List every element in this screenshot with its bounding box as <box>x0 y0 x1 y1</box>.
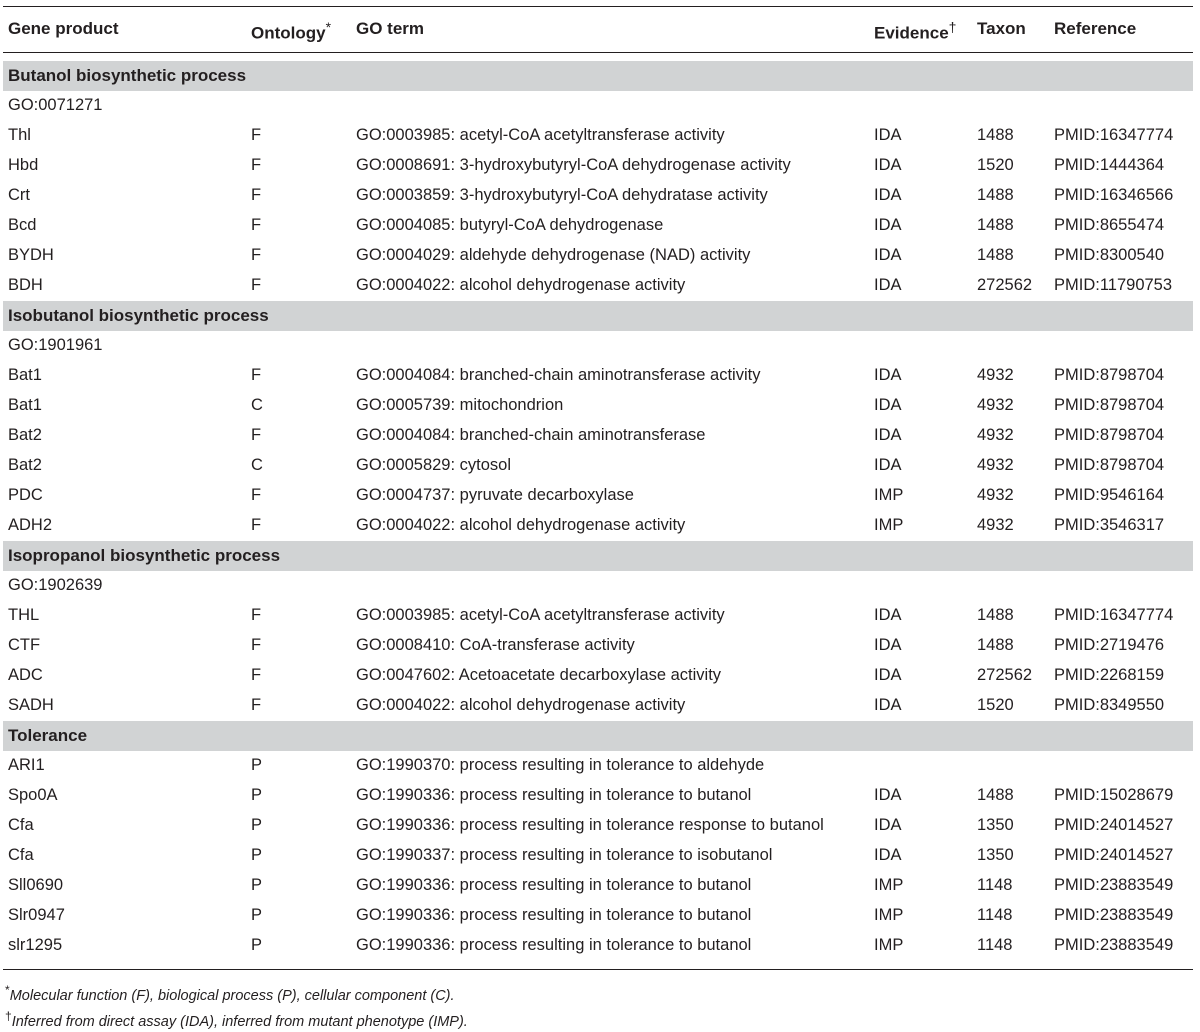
cell-evidence: IMP <box>874 936 904 954</box>
cell-evidence: IDA <box>874 366 902 384</box>
table-row <box>3 871 1193 901</box>
cell-ontology: F <box>251 186 262 204</box>
cell-taxon: 1350 <box>977 816 1014 834</box>
cell-go-term: GO:0004022: alcohol dehydrogenase activity <box>356 276 686 294</box>
header-ontology-mark: * <box>325 19 332 35</box>
table-row <box>3 601 1193 631</box>
cell-go-term: GO:1990336: process resulting in tolerance to butanol <box>356 876 752 894</box>
cell-gene-product: PDC <box>8 486 43 504</box>
cell-ontology: C <box>251 456 263 474</box>
cell-evidence: IMP <box>874 516 904 534</box>
cell-evidence: IDA <box>874 696 902 714</box>
cell-go-term: GO:0008691: 3-hydroxybutyryl-CoA dehydrogenase activity <box>356 156 791 174</box>
cell-evidence: IDA <box>874 606 902 624</box>
table-row <box>3 121 1193 151</box>
cell-taxon: 1148 <box>977 906 1013 924</box>
table-row <box>3 841 1193 871</box>
footnote-1-mark: * <box>5 983 10 997</box>
cell-ontology: P <box>251 876 263 894</box>
cell-reference: PMID:2268159 <box>1054 666 1165 684</box>
footnote-1 <box>5 980 468 1006</box>
table-body <box>3 61 1193 961</box>
table-row <box>3 901 1193 931</box>
cell-ontology: F <box>251 606 262 624</box>
cell-ontology: P <box>251 846 263 864</box>
header-rule <box>3 52 1193 53</box>
cell-go-term: GO:0004737: pyruvate decarboxylase <box>356 486 634 504</box>
cell-go-term: GO:0003859: 3-hydroxybutyryl-CoA dehydratase activity <box>356 186 768 204</box>
cell-gene-product: BDH <box>8 276 43 294</box>
cell-reference: PMID:11790753 <box>1054 276 1173 294</box>
cell-reference: PMID:16347774 <box>1054 606 1174 624</box>
cell-taxon: 4932 <box>977 426 1014 444</box>
cell-ontology: P <box>251 906 263 924</box>
section-heading <box>3 721 1193 751</box>
cell-evidence: IMP <box>874 486 904 504</box>
section-heading <box>3 301 1193 331</box>
cell-evidence: IDA <box>874 246 902 264</box>
cell-reference: PMID:24014527 <box>1054 816 1174 834</box>
cell-go-term: GO:0004029: aldehyde dehydrogenase (NAD) activity <box>356 246 751 264</box>
table-row <box>3 781 1193 811</box>
cell-go-term: GO:1990336: process resulting in tolerance to butanol <box>356 786 752 804</box>
cell-ontology: F <box>251 246 262 264</box>
cell-taxon: 4932 <box>977 516 1014 534</box>
cell-evidence: IMP <box>874 876 904 894</box>
cell-taxon: 1488 <box>977 786 1014 804</box>
cell-gene-product: Bat2 <box>8 456 42 474</box>
cell-evidence: IDA <box>874 636 902 654</box>
cell-gene-product: CTF <box>8 636 41 654</box>
cell-go-term: GO:1990336: process resulting in tolerance to butanol <box>356 936 752 954</box>
cell-reference: PMID:24014527 <box>1054 846 1174 864</box>
header-evidence <box>874 19 956 44</box>
cell-reference: PMID:8798704 <box>1054 366 1165 384</box>
cell-go-term: GO:1990336: process resulting in tolerance to butanol <box>356 906 752 924</box>
section-go-id: GO:1902639 <box>8 576 103 594</box>
cell-reference: PMID:8798704 <box>1054 426 1165 444</box>
cell-reference: PMID:16346566 <box>1054 186 1174 204</box>
cell-evidence: IDA <box>874 426 902 444</box>
cell-gene-product: ADH2 <box>8 516 53 534</box>
cell-taxon: 1148 <box>977 936 1013 954</box>
table-row <box>3 151 1193 181</box>
table-row <box>3 631 1193 661</box>
cell-ontology: F <box>251 486 262 504</box>
cell-evidence: IDA <box>874 816 902 834</box>
cell-gene-product: Thl <box>8 126 31 144</box>
cell-ontology: F <box>251 666 262 684</box>
cell-go-term: GO:0008410: CoA-transferase activity <box>356 636 635 654</box>
section-go-id: GO:1901961 <box>8 336 103 354</box>
header-reference: Reference <box>1054 19 1137 38</box>
cell-reference: PMID:9546164 <box>1054 486 1165 504</box>
header-taxon: Taxon <box>977 19 1026 38</box>
cell-taxon: 4932 <box>977 396 1014 414</box>
header-go-term: GO term <box>356 19 425 38</box>
cell-reference: PMID:8655474 <box>1054 216 1165 234</box>
cell-taxon: 4932 <box>977 486 1014 504</box>
footnote-2-mark: † <box>5 1008 12 1023</box>
table-row <box>3 361 1193 391</box>
cell-evidence: IDA <box>874 456 902 474</box>
cell-gene-product: Bat1 <box>8 366 42 384</box>
cell-gene-product: Slr0947 <box>8 906 65 924</box>
section-heading <box>3 541 1193 571</box>
section-title: Tolerance <box>8 726 88 745</box>
table-row <box>3 211 1193 241</box>
cell-reference: PMID:23883549 <box>1054 906 1174 924</box>
section-title: Butanol biosynthetic process <box>8 66 247 85</box>
cell-evidence: IDA <box>874 396 902 414</box>
cell-gene-product: ARI1 <box>8 756 45 774</box>
section-go-id-row <box>3 91 1193 121</box>
cell-gene-product: Cfa <box>8 816 34 834</box>
cell-ontology: P <box>251 786 263 804</box>
cell-go-term: GO:0005829: cytosol <box>356 456 512 474</box>
cell-taxon: 1520 <box>977 696 1014 714</box>
bottom-rule <box>3 969 1193 970</box>
cell-ontology: F <box>251 426 262 444</box>
cell-reference: PMID:8798704 <box>1054 396 1165 414</box>
cell-ontology: P <box>251 936 263 954</box>
footnote-1-text: Molecular function (F), biological process (P), cellular component (C). <box>9 987 455 1004</box>
cell-evidence: IMP <box>874 906 904 924</box>
cell-reference: PMID:23883549 <box>1054 876 1174 894</box>
cell-taxon: 4932 <box>977 366 1014 384</box>
header-evidence-mark: † <box>948 19 957 35</box>
cell-go-term: GO:0047602: Acetoacetate decarboxylase activity <box>356 666 722 684</box>
header-gene-product: Gene product <box>8 19 119 38</box>
cell-go-term: GO:0004022: alcohol dehydrogenase activity <box>356 516 686 534</box>
cell-gene-product: SADH <box>8 696 54 714</box>
cell-evidence: IDA <box>874 186 902 204</box>
cell-evidence: IDA <box>874 666 902 684</box>
cell-gene-product: slr1295 <box>8 936 63 954</box>
cell-ontology: F <box>251 636 262 654</box>
cell-evidence: IDA <box>874 216 902 234</box>
table-row <box>3 511 1193 541</box>
cell-reference: PMID:3546317 <box>1054 516 1165 534</box>
cell-reference: PMID:23883549 <box>1054 936 1174 954</box>
cell-taxon: 1488 <box>977 186 1014 204</box>
cell-evidence: IDA <box>874 276 902 294</box>
cell-taxon: 1350 <box>977 846 1014 864</box>
table-row <box>3 661 1193 691</box>
cell-gene-product: Bat1 <box>8 396 42 414</box>
cell-taxon: 1488 <box>977 216 1014 234</box>
cell-ontology: F <box>251 156 262 174</box>
cell-gene-product: Sll0690 <box>8 876 64 894</box>
section-title: Isobutanol biosynthetic process <box>8 306 269 325</box>
table-row <box>3 421 1193 451</box>
cell-go-term: GO:0004084: branched-chain aminotransferase <box>356 426 706 444</box>
cell-gene-product: BYDH <box>8 246 54 264</box>
table-row <box>3 271 1193 301</box>
section-go-id-row <box>3 571 1193 601</box>
cell-ontology: C <box>251 396 263 414</box>
cell-go-term: GO:1990336: process resulting in tolerance response to butanol <box>356 816 824 834</box>
cell-taxon: 1488 <box>977 606 1014 624</box>
cell-ontology: F <box>251 126 262 144</box>
cell-gene-product: ADC <box>8 666 43 684</box>
section-title: Isopropanol biosynthetic process <box>8 546 281 565</box>
cell-reference: PMID:8349550 <box>1054 696 1165 714</box>
cell-reference: PMID:8300540 <box>1054 246 1165 264</box>
cell-go-term: GO:0004085: butyryl-CoA dehydrogenase <box>356 216 664 234</box>
cell-ontology: F <box>251 516 262 534</box>
header-ontology-label: Ontology <box>251 23 326 43</box>
cell-reference: PMID:2719476 <box>1054 636 1165 654</box>
cell-go-term: GO:0005739: mitochondrion <box>356 396 564 414</box>
cell-ontology: P <box>251 756 263 774</box>
cell-ontology: F <box>251 366 262 384</box>
cell-taxon: 1488 <box>977 126 1014 144</box>
table-row <box>3 931 1193 961</box>
cell-ontology: F <box>251 276 262 294</box>
cell-evidence: IDA <box>874 126 902 144</box>
cell-evidence: IDA <box>874 156 902 174</box>
table-row <box>3 811 1193 841</box>
cell-gene-product: Bcd <box>8 216 37 234</box>
cell-go-term: GO:0003985: acetyl-CoA acetyltransferase activity <box>356 126 725 144</box>
table-row <box>3 751 1193 781</box>
cell-taxon: 1148 <box>977 876 1013 894</box>
cell-taxon: 272562 <box>977 666 1033 684</box>
section-go-id: GO:0071271 <box>8 96 103 114</box>
cell-taxon: 4932 <box>977 456 1014 474</box>
footnote-2 <box>5 1006 468 1032</box>
cell-ontology: P <box>251 816 263 834</box>
footnotes <box>5 980 468 1032</box>
cell-reference: PMID:15028679 <box>1054 786 1174 804</box>
cell-go-term: GO:0004022: alcohol dehydrogenase activity <box>356 696 686 714</box>
cell-ontology: F <box>251 216 262 234</box>
header-ontology <box>251 19 331 44</box>
cell-evidence: IDA <box>874 786 902 804</box>
cell-gene-product: Cfa <box>8 846 34 864</box>
cell-gene-product: Hbd <box>8 156 39 174</box>
section-go-id-row <box>3 331 1193 361</box>
cell-go-term: GO:1990370: process resulting in tolerance to aldehyde <box>356 756 765 774</box>
table-header <box>3 7 1193 52</box>
cell-evidence: IDA <box>874 846 902 864</box>
cell-taxon: 1520 <box>977 156 1014 174</box>
cell-taxon: 272562 <box>977 276 1033 294</box>
cell-reference: PMID:1444364 <box>1054 156 1165 174</box>
table-row <box>3 241 1193 271</box>
cell-go-term: GO:0004084: branched-chain aminotransferase activity <box>356 366 761 384</box>
cell-ontology: F <box>251 696 262 714</box>
cell-go-term: GO:1990337: process resulting in tolerance to isobutanol <box>356 846 773 864</box>
section-heading <box>3 61 1193 91</box>
footnote-2-text: Inferred from direct assay (IDA), inferred from mutant phenotype (IMP). <box>11 1013 468 1030</box>
cell-gene-product: Crt <box>8 186 30 204</box>
cell-reference: PMID:8798704 <box>1054 456 1165 474</box>
table-row <box>3 451 1193 481</box>
cell-go-term: GO:0003985: acetyl-CoA acetyltransferase activity <box>356 606 725 624</box>
cell-gene-product: Bat2 <box>8 426 42 444</box>
cell-taxon: 1488 <box>977 636 1014 654</box>
header-evidence-label: Evidence <box>874 23 949 43</box>
cell-taxon: 1488 <box>977 246 1014 264</box>
cell-gene-product: Spo0A <box>8 786 58 804</box>
cell-reference: PMID:16347774 <box>1054 126 1174 144</box>
table-row <box>3 391 1193 421</box>
table-row <box>3 691 1193 721</box>
cell-gene-product: THL <box>8 606 40 624</box>
table-row <box>3 481 1193 511</box>
table-row <box>3 181 1193 211</box>
